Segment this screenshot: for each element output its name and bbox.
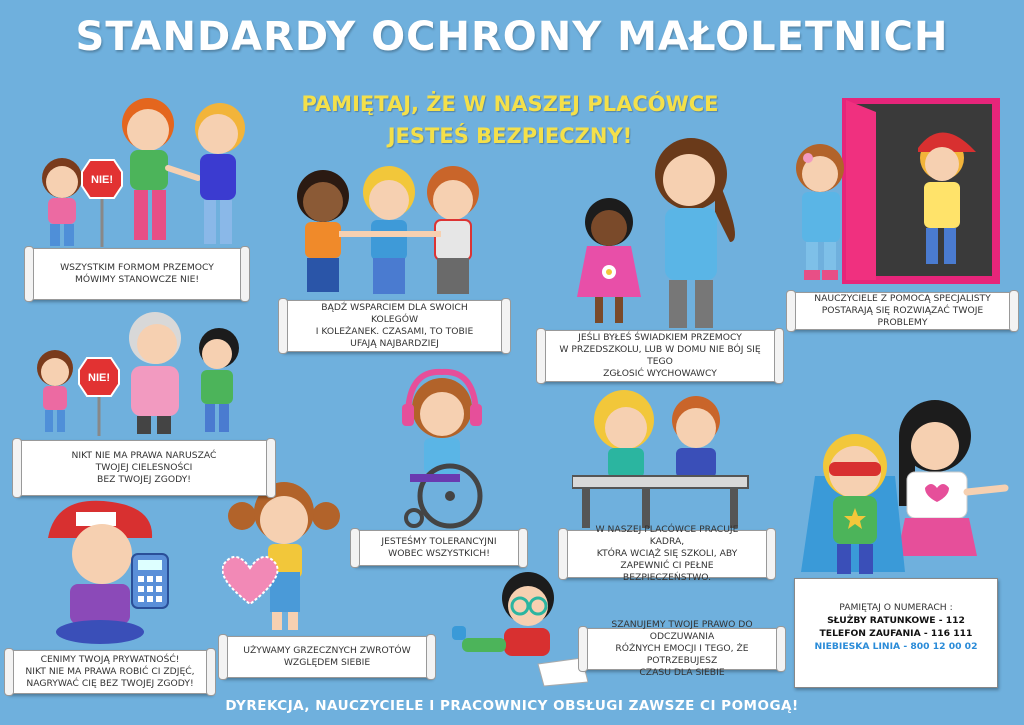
caption-body-boundaries: NIKT NIE MA PRAWA NARUSZAĆ TWOJEJ CIELESNOŚCI BEZ TWOJEJ ZGODY! xyxy=(16,440,272,496)
illustration-report-violence xyxy=(565,132,755,332)
illustration-body-boundaries xyxy=(25,308,245,438)
illustration-specialist-door xyxy=(780,98,1010,288)
illustration-qualified-staff xyxy=(572,380,752,530)
caption-stop-violence: WSZYSTKIM FORMOM PRZEMOCY MÓWIMY STANOWCZE NIE! xyxy=(28,248,246,300)
illustration-tolerance xyxy=(380,366,500,531)
blue-line-number: NIEBIESKA LINIA - 800 12 00 02 xyxy=(814,641,978,652)
numbers-heading: PAMIĘTAJ O NUMERACH : xyxy=(839,602,953,613)
illustration-emotions xyxy=(448,568,588,688)
illustration-polite-words xyxy=(222,476,352,636)
illustration-stop-violence xyxy=(20,82,260,252)
caption-support-friends: BĄDŹ WSPARCIEM DLA SWOICH KOLEGÓW I KOLEŻANEK. CZASAMI, TO TOBIE UFAJĄ NAJBARDZIEJ xyxy=(282,300,507,352)
page-title: STANDARDY OCHRONY MAŁOLETNICH xyxy=(75,14,949,60)
illustration-privacy xyxy=(36,498,186,648)
subtitle-line-2: JESTEŚ BEZPIECZNY! xyxy=(387,124,633,148)
trust-phone-number: TELEFON ZAUFANIA - 116 111 xyxy=(819,628,973,639)
caption-emotions: SZANUJEMY TWOJE PRAWO DO ODCZUWANIA RÓŻNYCH EMOCJI I TEGO, ŻE POTRZEBUJESZ CZASU DLA SIEBIE xyxy=(582,628,782,670)
caption-privacy: CENIMY TWOJĄ PRYWATNOŚĆ! NIKT NIE MA PRAWA ROBIĆ CI ZDJĘĆ, NAGRYWAĆ CIĘ BEZ TWOJEJ ZGODY! xyxy=(8,650,212,694)
illustration-superhero-kids xyxy=(795,396,1015,586)
footer-message: DYREKCJA, NAUCZYCIELE I PRACOWNICY OBSŁUGI ZAWSZE CI POMOGĄ! xyxy=(225,698,799,714)
illustration-friends xyxy=(283,162,503,302)
caption-qualified-staff: W NASZEJ PLACÓWCE PRACUJE KADRA, KTÓRA WCIĄŻ SIĘ SZKOLI, ABY ZAPEWNIĆ CI PEŁNE BEZPIECZEŃSTWO. xyxy=(562,530,772,578)
nie-sign-text: NIE! xyxy=(91,174,113,186)
caption-report-violence: JEŚLI BYŁEŚ ŚWIADKIEM PRZEMOCY W PRZEDSZKOLU, LUB W DOMU NIE BÓJ SIĘ TEGO ZGŁOSIĆ WYCHOWAWCY xyxy=(540,330,780,382)
emergency-services-number: SŁUŻBY RATUNKOWE - 112 xyxy=(827,615,965,626)
emergency-numbers-box xyxy=(794,578,998,688)
nie-sign-text-2: NIE! xyxy=(88,372,110,384)
caption-specialist: NAUCZYCIELE Z POMOCĄ SPECJALISTY POSTARAJĄ SIĘ ROZWIĄZAĆ TWOJE PROBLEMY xyxy=(790,292,1015,330)
caption-tolerance: JESTEŚMY TOLERANCYJNI WOBEC WSZYSTKICH! xyxy=(354,530,524,566)
subtitle-line-1: PAMIĘTAJ, ŻE W NASZEJ PLACÓWCE xyxy=(301,92,719,116)
caption-polite-words: UŻYWAMY GRZECZNYCH ZWROTÓW WZGLĘDEM SIEBIE xyxy=(222,636,432,678)
